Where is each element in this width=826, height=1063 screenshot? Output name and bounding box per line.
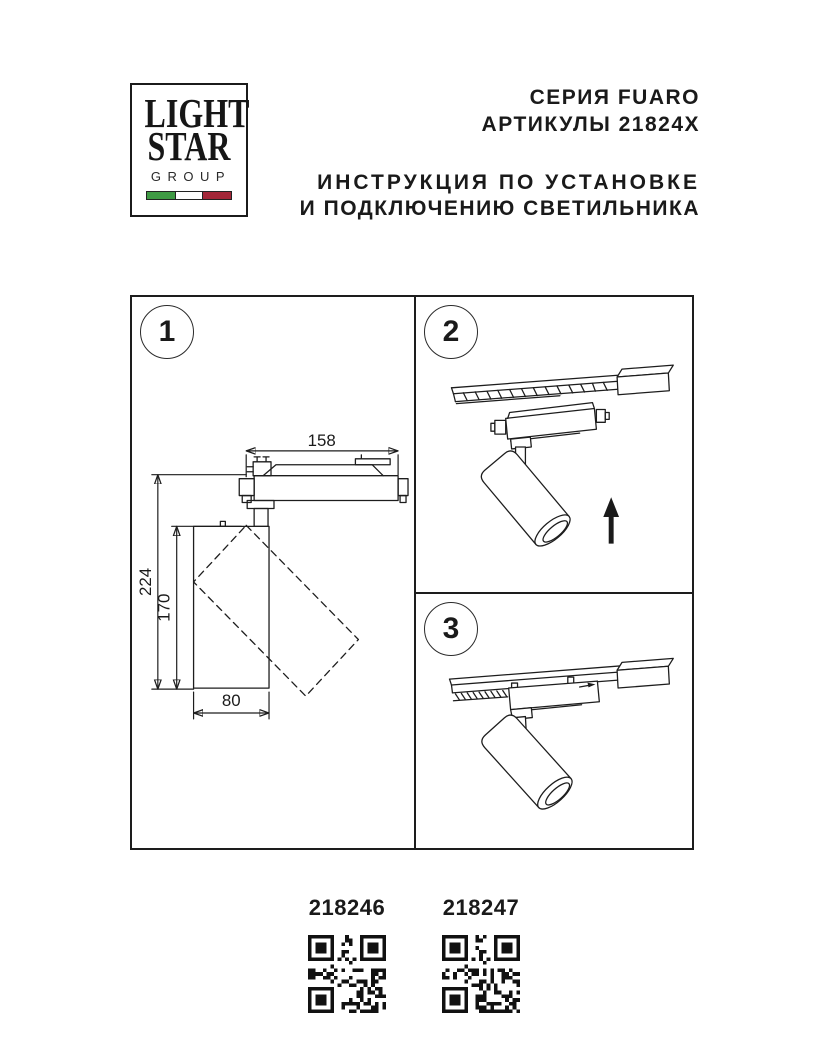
- step-3-number: 3: [442, 612, 460, 645]
- lamp-body-side-view: [194, 521, 359, 696]
- step-panel-3: [416, 594, 692, 848]
- logo-word-star: STAR: [147, 123, 231, 169]
- dimension-track-width: 158: [307, 430, 336, 450]
- series-title: СЕРИЯ FUARO: [529, 86, 700, 109]
- logo-word-light: LIGHT: [144, 90, 250, 136]
- track-rail: [451, 365, 673, 403]
- lamp-cylinder: [479, 712, 577, 814]
- article-code: 218247: [442, 895, 520, 920]
- step-1-number: 1: [158, 315, 176, 348]
- step-2-number: 2: [442, 315, 460, 348]
- adapter-body: [506, 409, 597, 440]
- step-3-badge: [424, 602, 478, 656]
- article-block: [442, 896, 520, 1013]
- article-block: [308, 896, 386, 1013]
- lamp-body-tilted-dashed: [194, 525, 359, 696]
- steps-grid: [130, 295, 694, 850]
- series-block: [300, 84, 700, 138]
- track-adapter-side-view: [239, 455, 408, 526]
- lamp-cylinder: [478, 448, 575, 551]
- header: [300, 84, 700, 222]
- qr-code: [442, 935, 520, 1013]
- dimension-total-height: 224: [135, 567, 155, 597]
- lightstar-logo: [130, 83, 248, 217]
- instruction-title-line2: И ПОДКЛЮЧЕНИЮ СВЕТИЛЬНИКА: [299, 197, 700, 220]
- dimension-body-width: 80: [221, 691, 241, 711]
- flag-white-segment: [175, 192, 204, 199]
- logo-wordmark: [144, 90, 250, 169]
- step-panel-2: [416, 297, 692, 594]
- qr-code: [308, 935, 386, 1013]
- spotlight-assembly: [478, 403, 609, 552]
- logo-word-group: GROUP: [150, 169, 232, 184]
- instruction-title: [300, 170, 700, 222]
- articles-subtitle: АРТИКУЛЫ 21824X: [481, 113, 700, 136]
- article-code: 218246: [308, 895, 386, 920]
- step-2-badge: [424, 305, 478, 359]
- flag-green-segment: [147, 192, 175, 199]
- step-1-badge: [140, 305, 194, 359]
- dimension-body-height: 170: [154, 593, 174, 622]
- italy-flag-icon: [146, 191, 232, 200]
- flag-red-segment: [203, 192, 231, 199]
- instruction-title-line1: ИНСТРУКЦИЯ ПО УСТАНОВКЕ: [317, 171, 700, 194]
- right-column: [416, 297, 692, 848]
- technical-drawing: [132, 297, 414, 848]
- dimension-lines: [136, 431, 398, 719]
- up-arrow-icon: [603, 497, 619, 543]
- step-panel-1: [132, 297, 416, 848]
